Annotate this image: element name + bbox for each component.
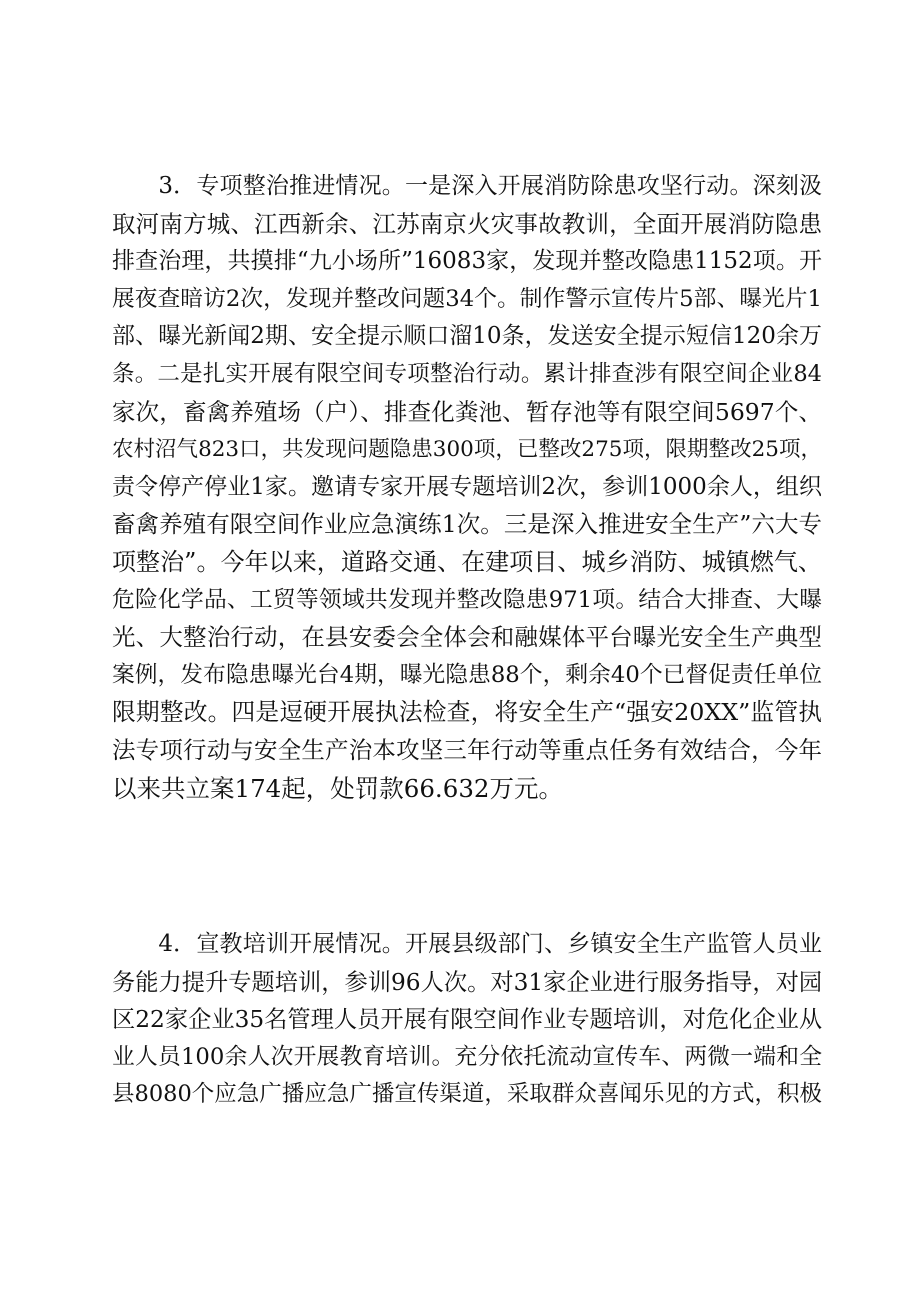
- paragraph-line: 限期整改。四是逗硬开展执法检查，将安全生产“强安20XX”监管执: [112, 698, 822, 727]
- paragraph-line: 取河南方城、江西新余、江苏南京火灾事故教训，全面开展消防隐患: [112, 209, 822, 238]
- paragraph-line: 以来共立案174起，处罚款66.632万元。: [112, 773, 563, 803]
- paragraph-line: 展夜查暗访2次，发现并整改问题34个。制作警示宣传片5部、曝光片1: [112, 285, 822, 312]
- paragraph-line: 案例，发布隐患曝光台4期，曝光隐患88个，剩余40个已督促责任单位: [112, 661, 822, 688]
- paragraph-line: 业人员100余人次开展教育培训。充分依托流动宣传车、两微一端和全: [112, 1043, 822, 1070]
- paragraph-line: 光、大整治行动，在县安委会全体会和融媒体平台曝光安全生产典型: [112, 623, 822, 652]
- paragraph-line: 县8080个应急广播应急广播宣传渠道，采取群众喜闻乐见的方式，积极: [112, 1081, 822, 1108]
- paragraph-line: 项整治”。今年以来，道路交通、在建项目、城乡消防、城镇燃气、: [112, 547, 822, 576]
- paragraph-line: 危险化学品、工贸等领域共发现并整改隐患971项。结合大排查、大曝: [112, 586, 822, 613]
- paragraph-special-rectification: [112, 168, 822, 807]
- paragraph-line: 条。二是扎实开展有限空间专项整治行动。累计排查涉有限空间企业84: [112, 360, 822, 387]
- paragraph-line: 家次，畜禽养殖场（户）、排查化粪池、暂存池等有限空间5697个、: [112, 397, 822, 426]
- paragraph-training: [112, 926, 822, 1114]
- paragraph-line: 法专项行动与安全生产治本攻坚三年行动等重点任务有效结合，今年: [112, 735, 822, 764]
- paragraph-line: 农村沼气823口，共发现问题隐患300项，已整改275项，限期整改25项，: [112, 437, 822, 463]
- paragraph-line: 畜禽养殖有限空间作业应急演练1次。三是深入推进安全生产”六大专: [112, 510, 822, 539]
- paragraph-line: 4．宣教培训开展情况。开展县级部门、乡镇安全生产监管人员业: [112, 931, 822, 957]
- paragraph-line: 3．专项整治推进情况。一是深入开展消防除患攻坚行动。深刻汲: [112, 173, 822, 199]
- paragraph-line: 区22家企业35名管理人员开展有限空间作业专题培训，对危化企业从: [112, 1006, 823, 1034]
- paragraph-line: 排查治理，共摸排“九小场所”16083家，发现并整改隐患1152项。开: [112, 248, 822, 275]
- paragraph-line: 责令停产停业1家。邀请专家开展专题培训2次，参训1000余人，组织: [112, 473, 822, 500]
- paragraph-line: 部、曝光新闻2期、安全提示顺口溜10条，发送安全提示短信120余万: [112, 323, 822, 350]
- paragraph-line: 务能力提升专题培训，参训96人次。对31家企业进行服务指导，对园: [112, 968, 823, 996]
